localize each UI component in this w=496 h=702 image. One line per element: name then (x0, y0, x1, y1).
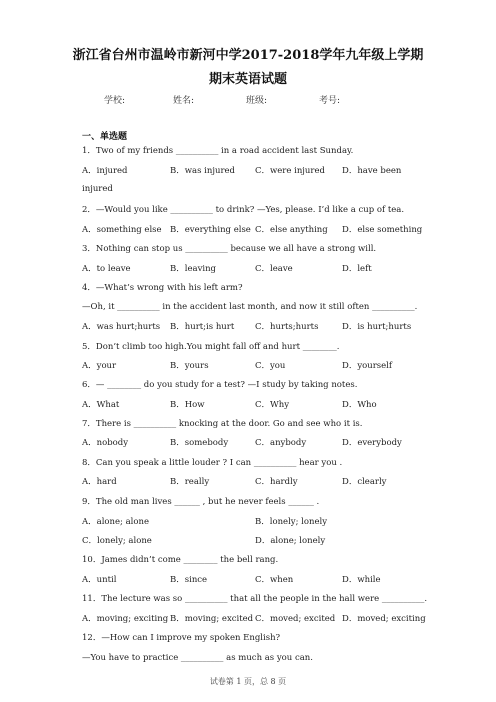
question-9-option-b: B．lonely; lonely (255, 517, 328, 527)
question-8-option-c: C．hardly (255, 477, 298, 487)
question-4-stem: 4．—What’s wrong with his left arm? (82, 283, 243, 293)
question-6-option-a: A．What (82, 400, 120, 410)
question-1-option-d: D．have been (342, 166, 402, 176)
question-11-option-c: C．moved; excited (255, 614, 336, 624)
question-6-stem: 6．— ________ do you study for a test? —I study by taking notes. (82, 380, 358, 390)
question-4-option-a: A．was hurt;hurts (82, 322, 161, 332)
question-12-stem-line-2: —You have to practice __________ as much as you can. (82, 653, 313, 663)
question-8-option-d: D．clearly (342, 477, 387, 487)
question-1-option-a: A．injured (82, 166, 128, 176)
question-3-stem: 3．Nothing can stop us __________ because we all have a strong will. (82, 244, 377, 254)
question-10-option-b: B．since (170, 575, 208, 585)
question-10-option-d: D．while (342, 575, 381, 585)
info-class: 班级: (246, 96, 268, 106)
question-8-option-b: B．really (170, 477, 210, 487)
question-9-stem: 9．The old man lives ______ , but he never feels ______ . (82, 497, 320, 507)
question-1-option-d-wrap: injured (82, 184, 113, 194)
question-5-stem: 5．Don’t climb too high.You might fall off and hurt ________. (82, 342, 340, 352)
question-3-option-c: C．leave (255, 264, 293, 274)
question-2-option-a: A．something else (82, 225, 162, 235)
question-1-option-c: C．were injured (255, 166, 325, 176)
question-11-option-a: A．moving; exciting (82, 614, 169, 624)
question-5-option-b: B．yours (170, 361, 209, 371)
question-7-option-b: B．somebody (170, 438, 229, 448)
question-1-option-b: B．was injured (170, 166, 235, 176)
question-9-option-a: A．alone; alone (82, 517, 150, 527)
question-9-option-c: C．lonely; alone (82, 536, 152, 546)
question-4-option-b: B．hurt;is hurt (170, 322, 235, 332)
question-6-option-b: B．How (170, 400, 205, 410)
question-5-option-c: C．you (255, 361, 286, 371)
question-3-option-b: B．leaving (170, 264, 216, 274)
question-4-stem-line-2: —Oh, it __________ in the accident last month, and now it still often __________. (82, 302, 418, 312)
info-name: 姓名: (173, 96, 195, 106)
question-1-stem: 1．Two of my friends __________ in a road accident last Sunday. (82, 146, 354, 156)
doc-title-line-2: 期末英语试题 (208, 72, 287, 87)
doc-title-line-1: 浙江省台州市温岭市新河中学2017-2018学年九年级上学期 (72, 48, 424, 63)
question-11-stem: 11．The lecture was so __________ that all the people in the hall were __________. (82, 594, 428, 604)
question-2-option-b: B．everything else (170, 225, 251, 235)
question-12-stem: 12．—How can I improve my spoken English? (82, 633, 281, 643)
question-11-option-b: B．moving; excited (170, 614, 254, 624)
question-11-option-d: D．moved; exciting (342, 614, 426, 624)
question-10-option-a: A．until (82, 575, 117, 585)
question-10-stem: 10．James didn’t come ________ the bell rang. (82, 555, 279, 565)
question-5-option-d: D．yourself (342, 361, 393, 371)
question-2-option-c: C．else anything (255, 225, 328, 235)
question-6-option-d: D．Who (342, 400, 377, 410)
question-7-stem: 7．There is __________ knocking at the door. Go and see who it is. (82, 419, 363, 429)
question-6-option-c: C．Why (255, 400, 290, 410)
question-3-option-a: A．to leave (82, 264, 131, 274)
question-8-stem: 8．Can you speak a little louder ? I can __________ hear you . (82, 458, 343, 468)
section-heading: 一、单选题 (82, 132, 128, 142)
question-8-option-a: A．hard (82, 477, 117, 487)
question-4-option-c: C．hurts;hurts (255, 322, 319, 332)
info-school: 学校: (104, 96, 126, 106)
question-4-option-d: D．is hurt;hurts (342, 322, 412, 332)
question-10-option-c: C．when (255, 575, 294, 585)
question-2-stem: 2．—Would you like __________ to drink? —Yes, please. I’d like a cup of tea. (82, 205, 405, 215)
question-7-option-c: C．anybody (255, 438, 307, 448)
question-9-option-d: D．alone; lonely (255, 536, 326, 546)
question-3-option-d: D．left (342, 264, 372, 274)
page-footer: 试卷第 1 页，总 8 页 (209, 677, 287, 686)
question-7-option-d: D．everybody (342, 438, 402, 448)
info-exam-number: 考号: (319, 96, 341, 106)
question-2-option-d: D．else something (342, 225, 423, 235)
question-7-option-a: A．nobody (82, 438, 129, 448)
question-5-option-a: A．your (82, 361, 117, 371)
